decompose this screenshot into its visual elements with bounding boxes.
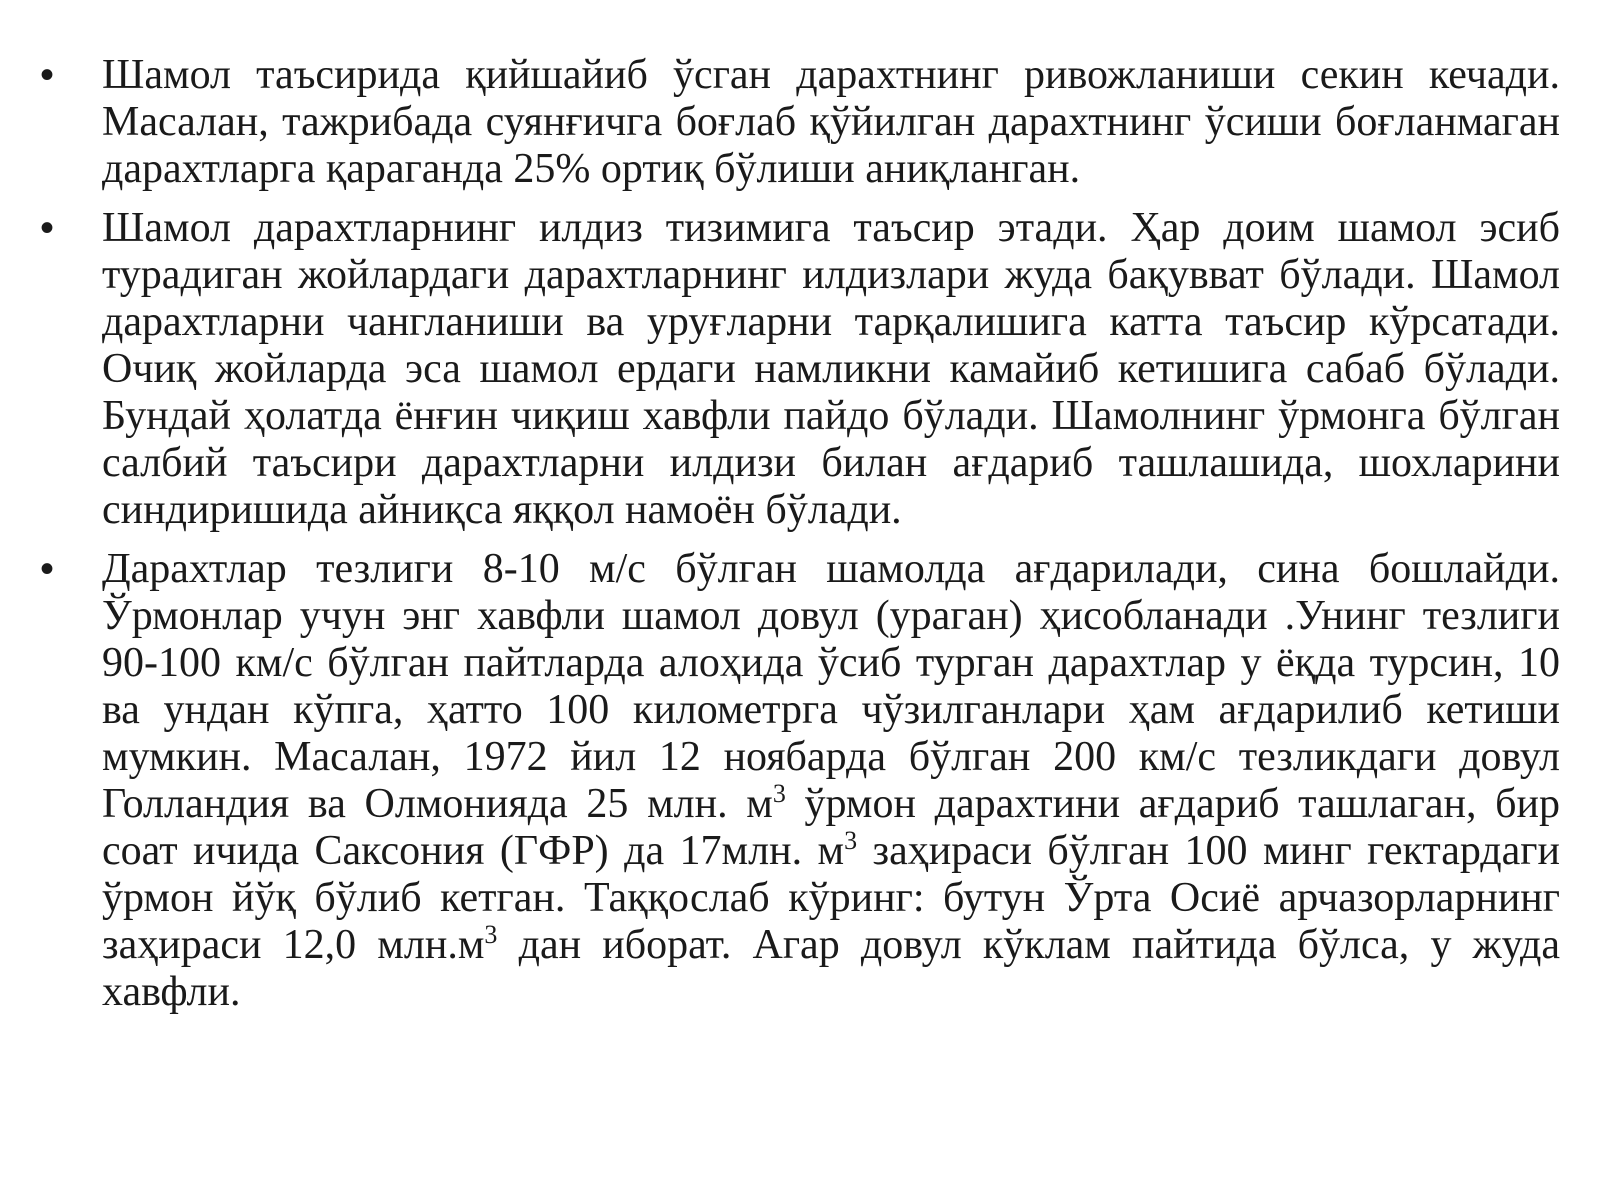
bullet-item-3 — [40, 546, 1560, 1016]
superscript-exponent: 3 — [772, 779, 786, 808]
bullet-text-segment: Дарахтлар тезлиги 8-10 м/с бўлган шамолда ағдарилади, сина бошлайди. Ўрмонлар учун энг хавфли шамол довул (ураган) ҳисобланади .Унинг тезлиги 90-100 км/с бўлган пайтларда алоҳида ўсиб турган дарахтлар у ёқда турсин, 10 ва ундан кўпга, ҳатто 100 километрга чўзилганлари ҳам ағдарилиб кетиши мумкин. Масалан, 1972 йил 12 ноябарда бўлган 200 км/с тезликдаги довул Голландия ва Олмонияда 25 млн. м — [102, 546, 1560, 827]
bullet-text-3 — [102, 546, 1560, 1016]
bullet-dot-icon: • — [40, 547, 55, 591]
bullet-text-segment: Шамол дарахтларнинг илдиз тизимига таъсир этади. Ҳар доим шамол эсиб турадиган жойлардаги дарахтларнинг илдизлари жуда бақувват бўлади. Шамол дарахтларни чангланиши ва уруғларни тарқалишига катта таъсир кўрсатади. Очиқ жойларда эса шамол ердаги намликни камайиб кетишига сабаб бўлади. Бундай ҳолатда ёнғин чиқиш хавфли пайдо бўлади. Шамолнинг ўрмонга бўлган салбий таъсири дарахтларни илдизи билан ағдариб ташлашида, шохларини синдиришида айниқса яққол намоён бўлади. — [102, 205, 1560, 533]
bullet-item-2 — [40, 205, 1560, 534]
bullet-text-segment: ўрмон дарахтини ағдариб ташлаган, бир соат ичида Саксония (ГФР) да 17млн. м — [102, 781, 1560, 874]
bullet-list — [40, 52, 1560, 1028]
bullet-item-1 — [40, 52, 1560, 193]
bullet-dot-icon: • — [40, 53, 55, 97]
bullet-text-segment: заҳираси бўлган 100 минг гектардаги ўрмон йўқ бўлиб кетган. Таққослаб кўринг: бутун Ўрта Осиё арчазорларнинг заҳираси 12,0 млн.м — [102, 828, 1561, 968]
bullet-text-2 — [102, 205, 1560, 534]
bullet-text-segment: Шамол таъсирида қийшайиб ўсган дарахтнинг ривожланиши секин кечади. Масалан, тажрибада суянғичга боғлаб қўйилган дарахтнинг ўсиши боғланмаган дарахтларга қараганда 25% ортиқ бўлиши аниқланган. — [102, 52, 1560, 192]
bullet-text-1 — [102, 52, 1560, 193]
superscript-exponent: 3 — [844, 826, 858, 855]
bullet-text-segment: дан иборат. Агар довул кўклам пайтида бўлса, у жуда хавфли. — [102, 922, 1560, 1015]
superscript-exponent: 3 — [484, 920, 498, 949]
bullet-dot-icon: • — [40, 206, 55, 250]
